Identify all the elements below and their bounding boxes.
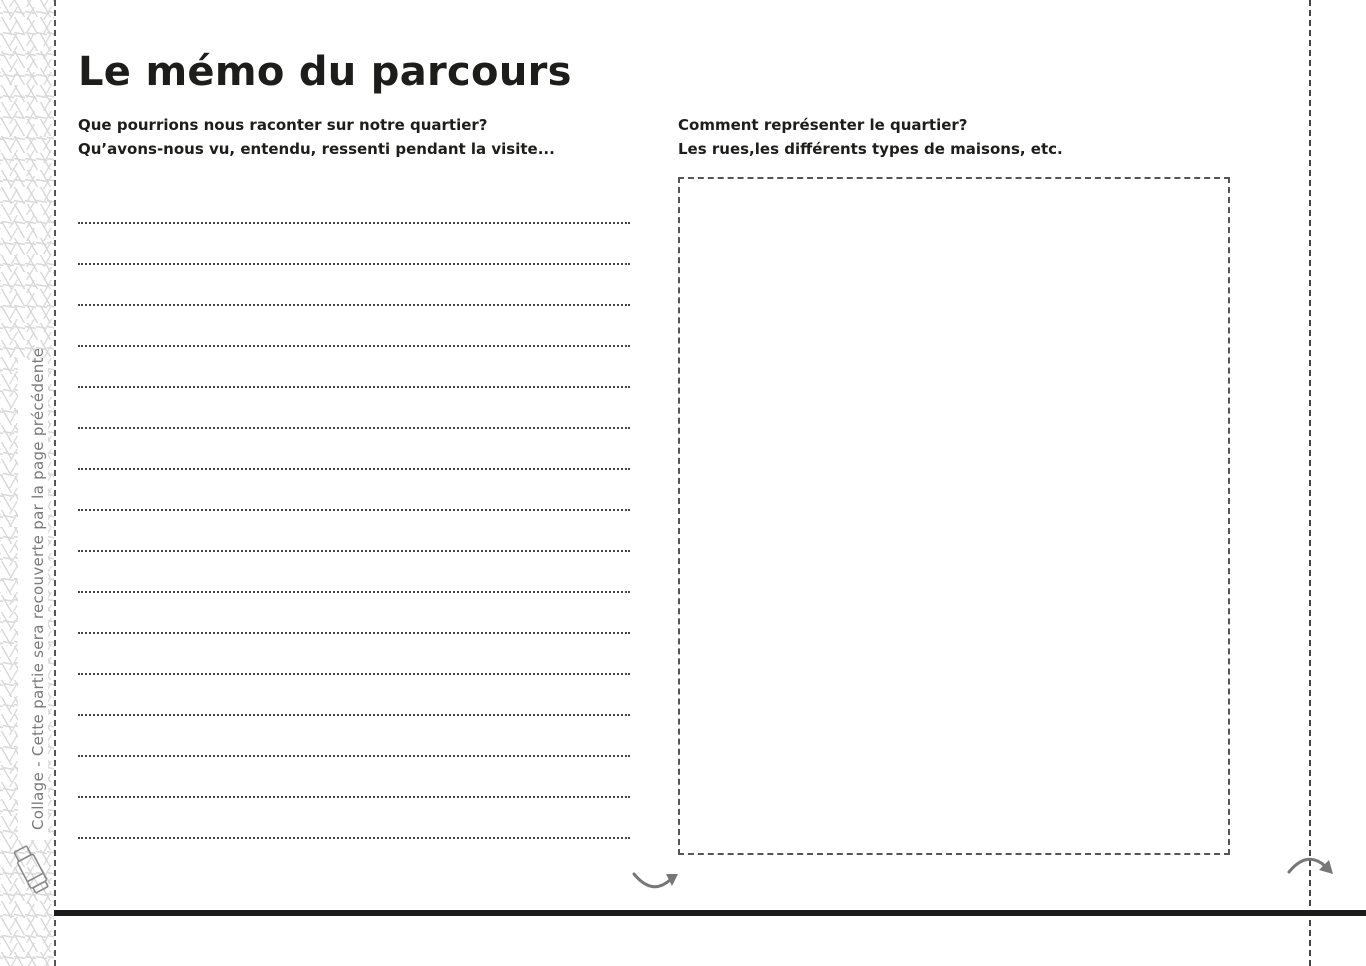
writing-line[interactable]	[78, 716, 630, 757]
curved-arrow-icon	[630, 866, 682, 896]
writing-line[interactable]	[78, 224, 630, 265]
glue-instruction: Collage - Cette partie sera recouverte par la page précédente	[29, 347, 47, 830]
writing-line[interactable]	[78, 265, 630, 306]
writing-line[interactable]	[78, 470, 630, 511]
drawing-prompt-line-1: Comment représenter le quartier?	[678, 116, 968, 134]
drawing-prompt-line-2: Les rues,les différents types de maisons, etc.	[678, 140, 1063, 158]
page-title: Le mémo du parcours	[78, 49, 572, 95]
fold-line-right	[1309, 0, 1311, 966]
drawing-box[interactable]	[678, 177, 1230, 855]
fold-line-left	[54, 0, 56, 966]
writing-line[interactable]	[78, 675, 630, 716]
writing-line[interactable]	[78, 511, 630, 552]
writing-line[interactable]	[78, 306, 630, 347]
drawing-prompt	[678, 113, 1238, 161]
writing-line[interactable]	[78, 757, 630, 798]
writing-prompt-line-2: Qu’avons-nous vu, entendu, ressenti pendant la visite...	[78, 140, 555, 158]
glue-stick-icon	[12, 840, 52, 898]
writing-prompt-line-1: Que pourrions nous raconter sur notre quartier?	[78, 116, 488, 134]
writing-lines	[78, 183, 630, 873]
writing-line[interactable]	[78, 388, 630, 429]
writing-line[interactable]	[78, 798, 630, 839]
writing-line[interactable]	[78, 552, 630, 593]
cut-line-bottom	[54, 910, 1366, 916]
writing-line[interactable]	[78, 347, 630, 388]
writing-line[interactable]	[78, 634, 630, 675]
writing-line[interactable]	[78, 429, 630, 470]
writing-line[interactable]	[78, 183, 630, 224]
curved-arrow-icon	[1285, 848, 1337, 882]
writing-line[interactable]	[78, 593, 630, 634]
writing-prompt	[78, 113, 638, 161]
